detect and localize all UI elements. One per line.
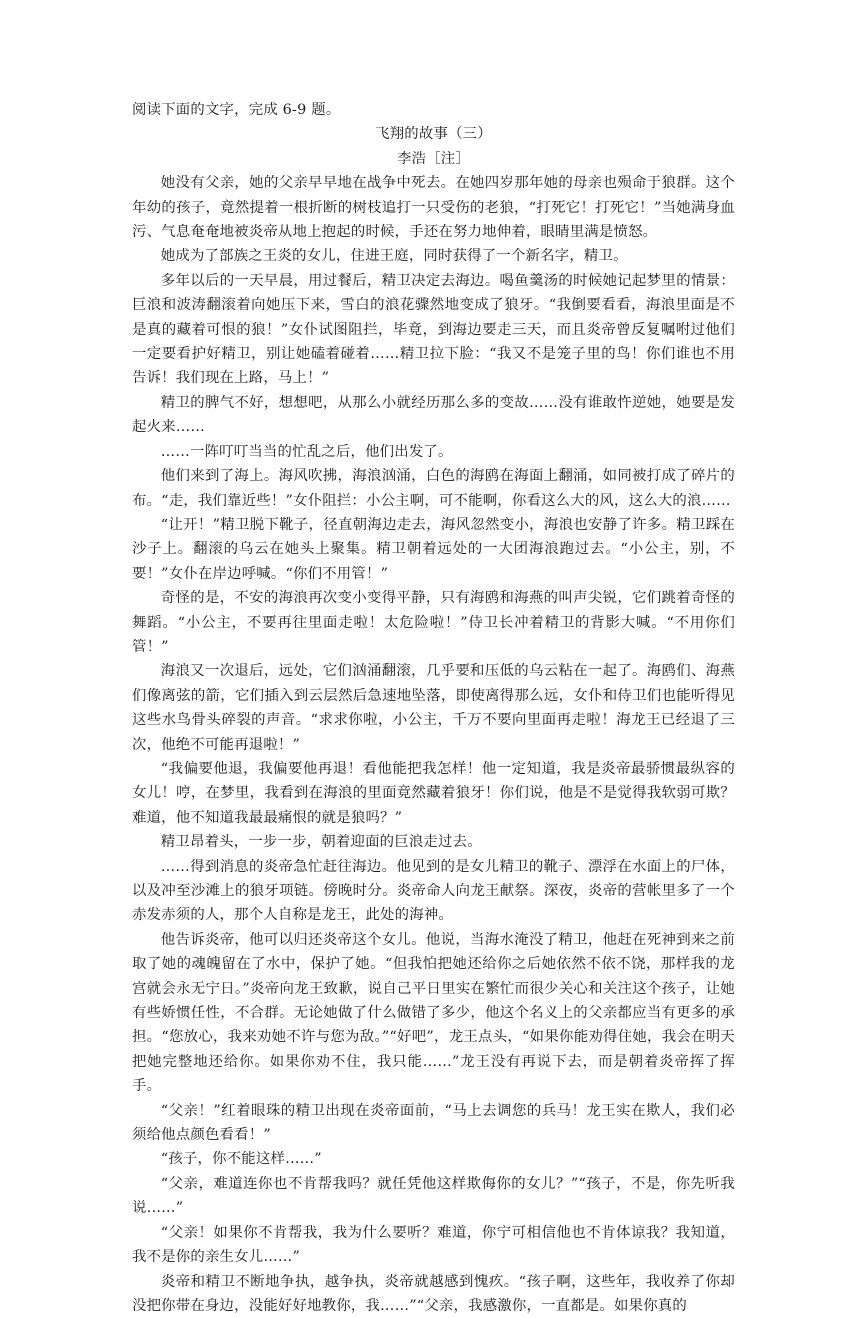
paragraph-15: “孩子，你不能这样……” (132, 1147, 735, 1171)
paragraph-5: ……一阵叮叮当当的忙乱之后，他们出发了。 (132, 440, 735, 464)
paragraph-16: “父亲，难道连你也不肯帮我吗？就任凭他这样欺侮你的女儿？”“孩子，不是，你先听我说……” (132, 1172, 735, 1221)
paragraph-17: “父亲！如果你不肯帮我，我为什么要听？难道，你宁可相信他也不肯体谅我？我知道，我不是你的亲生女儿……” (132, 1221, 735, 1270)
paragraph-18: 炎帝和精卫不断地争执，越争执，炎帝就越感到愧疚。“孩子啊，这些年，我收养了你却没把你带在身边，没能好好地教你，我……”“父亲，我感激你，一直都是。如果你真的 (132, 1270, 735, 1318)
paragraph-1: 她没有父亲，她的父亲早早地在战争中死去。在她四岁那年她的母亲也殒命于狼群。这个年幼的孩子，竟然提着一根折断的树枝追打一只受伤的老狼，“打死它！打死它！”当她满身血污、气息奄奄地被炎帝从地上抱起的时候，手还在努力地伸着，眼睛里满是愤怒。 (132, 171, 735, 244)
story-author: 李浩［注］ (132, 147, 735, 171)
paragraph-13: 他告诉炎帝，他可以归还炎帝这个女儿。他说，当海水淹没了精卫，他赶在死神到来之前取了她的魂魄留在了水中，保护了她。“但我怕把她还给你之后她依然不依不饶，那样我的龙宫就会永无宁日。”炎帝向龙王致歉，说自己平日里实在繁忙而很少关心和关注这个孩子，让她有些娇惯任性，不合群。无论她做了什么做错了多少，他这个名义上的父亲都应当有更多的承担。“您放心，我来劝她不许与您为敌。”“好吧”，龙王点头，“如果你能劝得住她，我会在明天把她完整地还给你。如果你劝不住，我只能……”龙王没有再说下去，而是朝着炎帝挥了挥手。 (132, 928, 735, 1099)
paragraph-9: 海浪又一次退后，远处，它们汹涌翻滚，几乎要和压低的乌云粘在一起了。海鸥们、海燕们像离弦的箭，它们插入到云层然后急速地坠落，即使离得那么远，女仆和侍卫们也能听得见这些水鸟骨头碎裂的声音。“求求你啦，小公主，千万不要向里面再走啦！海龙王已经退了三次，他绝不可能再退啦！” (132, 659, 735, 757)
paragraph-2: 她成为了部族之王炎的女儿，住进王庭，同时获得了一个新名字，精卫。 (132, 244, 735, 268)
paragraph-4: 精卫的脾气不好，想想吧，从那么小就经历那么多的变故……没有谁敢忤逆她，她要是发起火来…… (132, 391, 735, 440)
paragraph-11: 精卫昂着头，一步一步，朝着迎面的巨浪走过去。 (132, 830, 735, 854)
paragraph-7: “让开！”精卫脱下靴子，径直朝海边走去，海风忽然变小，海浪也安静了许多。精卫踩在沙子上。翻滚的乌云在她头上聚集。精卫朝着远处的一大团海浪跑过去。“小公主，别，不要！”女仆在岸边呼喊。“你们不用管！” (132, 513, 735, 586)
paragraph-3: 多年以后的一天早晨，用过餐后，精卫决定去海边。喝鱼羹汤的时候她记起梦里的情景：巨浪和波涛翻滚着向她压下来，雪白的浪花骤然地变成了狼牙。“我倒要看看，海浪里面是不是真的藏着可恨的狼！”女仆试图阻拦，毕竟，到海边要走三天，而且炎帝曾反复嘱咐过他们一定要看护好精卫，别让她磕着碰着……精卫拉下脸：“我又不是笼子里的鸟！你们谁也不用告诉！我们现在上路，马上！” (132, 269, 735, 391)
reading-instruction: 阅读下面的文字，完成 6-9 题。 (132, 98, 735, 122)
paragraph-10: “我偏要他退，我偏要他再退！看他能把我怎样！他一定知道，我是炎帝最骄惯最纵容的女儿！哼，在梦里，我看到在海浪的里面竟然藏着狼牙！你们说，他是不是觉得我软弱可欺？难道，他不知道我最最痛恨的就是狼吗？” (132, 757, 735, 830)
paragraph-12: ……得到消息的炎帝急忙赶往海边。他见到的是女儿精卫的靴子、漂浮在水面上的尸体，以及冲至沙滩上的狼牙项链。傍晚时分。炎帝命人向龙王献祭。深夜，炎帝的营帐里多了一个赤发赤须的人，那个人自称是龙王，此处的海神。 (132, 855, 735, 928)
paragraph-6: 他们来到了海上。海风吹拂，海浪汹涌，白色的海鸥在海面上翻涌，如同被打成了碎片的布。“走，我们靠近些！”女仆阻拦：小公主啊，可不能啊，你看这么大的风，这么大的浪…… (132, 464, 735, 513)
paragraph-14: “父亲！”红着眼珠的精卫出现在炎帝面前，“马上去调您的兵马！龙王实在欺人，我们必须给他点颜色看看！” (132, 1099, 735, 1148)
document-page (132, 98, 735, 1318)
paragraph-8: 奇怪的是，不安的海浪再次变小变得平静，只有海鸥和海燕的叫声尖锐，它们跳着奇怪的舞蹈。“小公主，不要再往里面走啦！太危险啦！”侍卫长冲着精卫的背影大喊。“不用你们管！” (132, 586, 735, 659)
story-title: 飞翔的故事（三） (132, 122, 735, 146)
